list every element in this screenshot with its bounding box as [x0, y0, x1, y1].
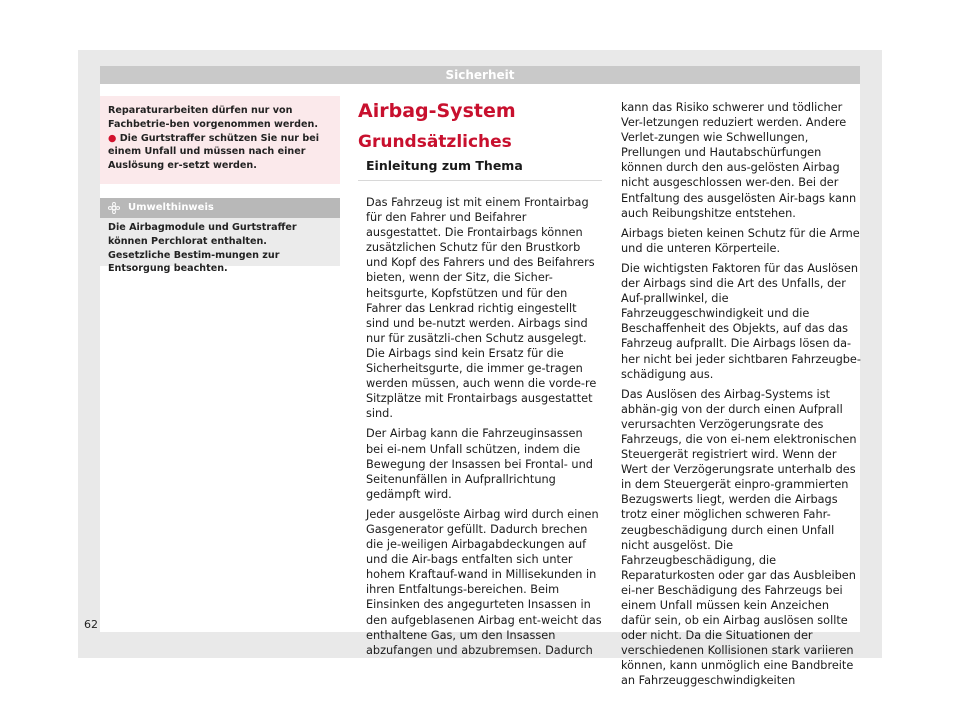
- warning-text-1: Reparaturarbeiten dürfen nur von Fachbetrie-ben vorgenommen werden.: [108, 105, 318, 130]
- section-heading: Einleitung zum Thema: [358, 156, 602, 181]
- paragraph: Das Auslösen des Airbag-Systems ist abhän-gig von der durch einen Aufprall verursachten Verzögerungsrate des Fahrzeugs, die von ei-nem elektronischen Steuergerät registriert wird. Wenn der Wert der Verzögerungsrate unterhalb des in dem Steuergerät einpro-grammierten Bezugswerts liegt, werden die Airbags trotz einer möglichen schweren Fahr-zeugbeschädigung durch einen Unfall nicht ausgelöst. Die Fahrzeugbeschädigung, die Reparaturkosten oder gar das Ausbleiben ei-ner Beschädigung des Fahrzeugs bei einem Unfall müssen kein Anzeichen dafür sein, ob ein Airbag auslösen sollte oder nicht. Da die Situationen der verschiedenen Kollisionen stark variieren können, kann unmöglich eine Bandbreite an Fahrzeuggeschwindigkeiten: [621, 387, 857, 688]
- environment-note: [100, 198, 340, 275]
- warning-item: [108, 132, 332, 173]
- environment-note-text: Die Airbagmodule und Gurtstraffer können Perchlorat enthalten. Gesetzliche Bestim-mungen zur Entsorgung beachten.: [108, 222, 297, 275]
- paragraph: Jeder ausgelöste Airbag wird durch einen Gasgenerator gefüllt. Dadurch brechen die je-weiligen Airbagabdeckungen auf und die Air-bags entfalten sich unter hohem Kraftauf-wand in Millisekunden in ihren Entfaltungs-bereichen. Beim Einsinken des angegurteten Insassen in den aufgeblasenen Airbag ent-weicht das enthaltene Gas, um den Insassen abzufangen und abzubremsen. Dadurch: [366, 507, 602, 657]
- content-column-middle: [358, 98, 602, 663]
- paragraph: kann das Risiko schwerer und tödlicher Ver-letzungen reduziert werden. Andere Verlet-zungen wie Schwellungen, Prellungen und Hautabschürfungen können durch den aus-gelösten Airbag nicht ausgeschlossen wer-den. Bei der Entfaltung des ausgelösten Air-bags kann auch Reibungshitze entstehen.: [621, 101, 857, 220]
- leaf-icon: [108, 202, 120, 214]
- warning-box: [100, 96, 340, 184]
- content-column-right: [621, 100, 861, 694]
- page-number: 62: [84, 618, 98, 631]
- paragraph: Die wichtigsten Faktoren für das Auslösen der Airbags sind die Art des Unfalls, der Auf-prallwinkel, die Fahrzeuggeschwindigkeit und die Beschaffenheit des Objekts, auf das das Fahrzeug aufprallt. Die Airbags lösen da-her nicht bei jeder sichtbaren Fahrzeugbe-schädigung aus.: [621, 261, 861, 381]
- page-subtitle: Grundsätzliches: [358, 132, 512, 152]
- page-title: Airbag-System: [358, 100, 516, 122]
- environment-note-header: [100, 198, 340, 218]
- paragraph: Airbags bieten keinen Schutz für die Arme und die unteren Körperteile.: [621, 226, 860, 255]
- paragraph: Der Airbag kann die Fahrzeuginsassen bei ei-nem Unfall schützen, indem die Bewegung der Insassen bei Frontal- und Seitenunfällen in Aufprallrichtung gedämpft wird.: [366, 427, 593, 501]
- warning-text-2: Die Gurtstraffer schützen Sie nur bei einem Unfall und müssen nach einer Auslösung er-setzt werden.: [108, 132, 320, 172]
- environment-note-heading: Umwelthinweis: [128, 202, 214, 213]
- paragraph: Das Fahrzeug ist mit einem Frontairbag für den Fahrer und Beifahrer ausgestattet. Die Frontairbags können zusätzlichen Schutz für den Brustkorb und Kopf des Fahrers und des Beifahrers bieten, wenn der Sitz, die Sicher-heitsgurte, Kopfstützen und für den Fahrer das Lenkrad richtig eingestellt sind und be-nutzt werden. Airbags sind nur für zusätzli-chen Schutz ausgelegt. Die Airbags sind kein Ersatz für die Sicherheitsgurte, die immer ge-tragen werden müssen, auch wenn die vorde-re Sitzplätze mit Frontairbags ausgestattet sind.: [366, 196, 597, 421]
- bullet-icon: ●: [108, 132, 117, 144]
- body-text-middle: [358, 195, 602, 658]
- page-header: Sicherheit: [100, 66, 860, 84]
